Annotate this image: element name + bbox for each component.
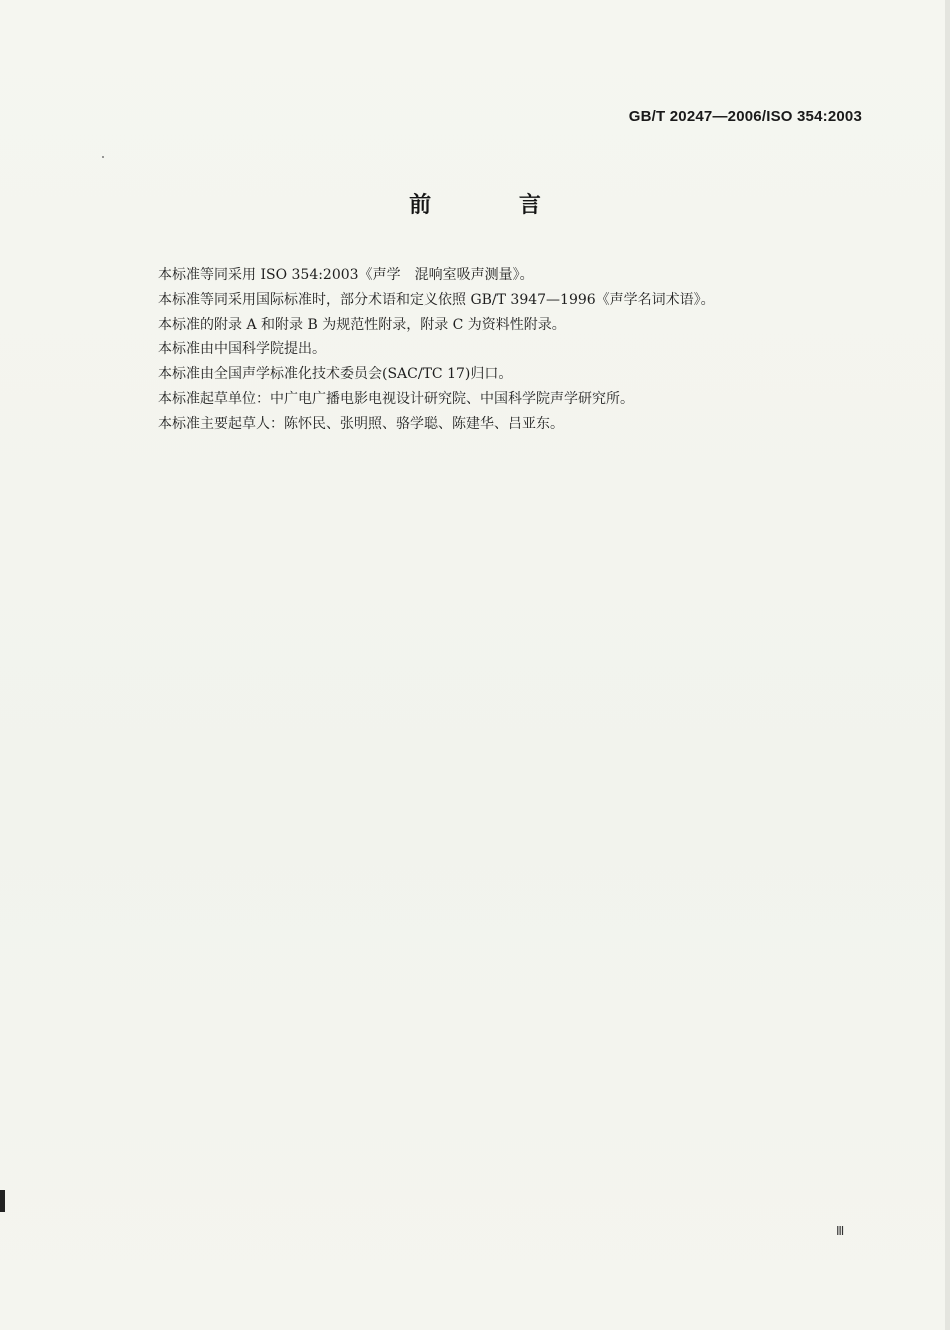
- paragraph: 本标准等同采用 ISO 354:2003《声学 混响室吸声测量》。: [158, 267, 534, 283]
- paragraph: 本标准主要起草人：陈怀民、张明照、骆学聪、陈建华、吕亚东。: [158, 415, 564, 432]
- scan-margin-mark: [0, 1190, 5, 1212]
- page-title: 前 言: [409, 193, 581, 218]
- foreword-body: [158, 263, 878, 437]
- page-number: Ⅲ: [836, 1224, 845, 1238]
- standard-code: GB/T 20247—2006/ISO 354:2003: [628, 108, 862, 125]
- paragraph: 本标准起草单位：中广电广播电影电视设计研究院、中国科学院声学研究所。: [158, 390, 634, 407]
- scan-speck: [102, 156, 104, 158]
- paragraph: 本标准由全国声学标准化技术委员会(SAC/TC 17)归口。: [158, 366, 513, 383]
- paragraph: 本标准等同采用国际标准时，部分术语和定义依照 GB/T 3947—1996《声学名词术语》。: [158, 291, 715, 308]
- paragraph: 本标准的附录 A 和附录 B 为规范性附录，附录 C 为资料性附录。: [158, 316, 566, 333]
- paragraph: 本标准由中国科学院提出。: [158, 341, 326, 358]
